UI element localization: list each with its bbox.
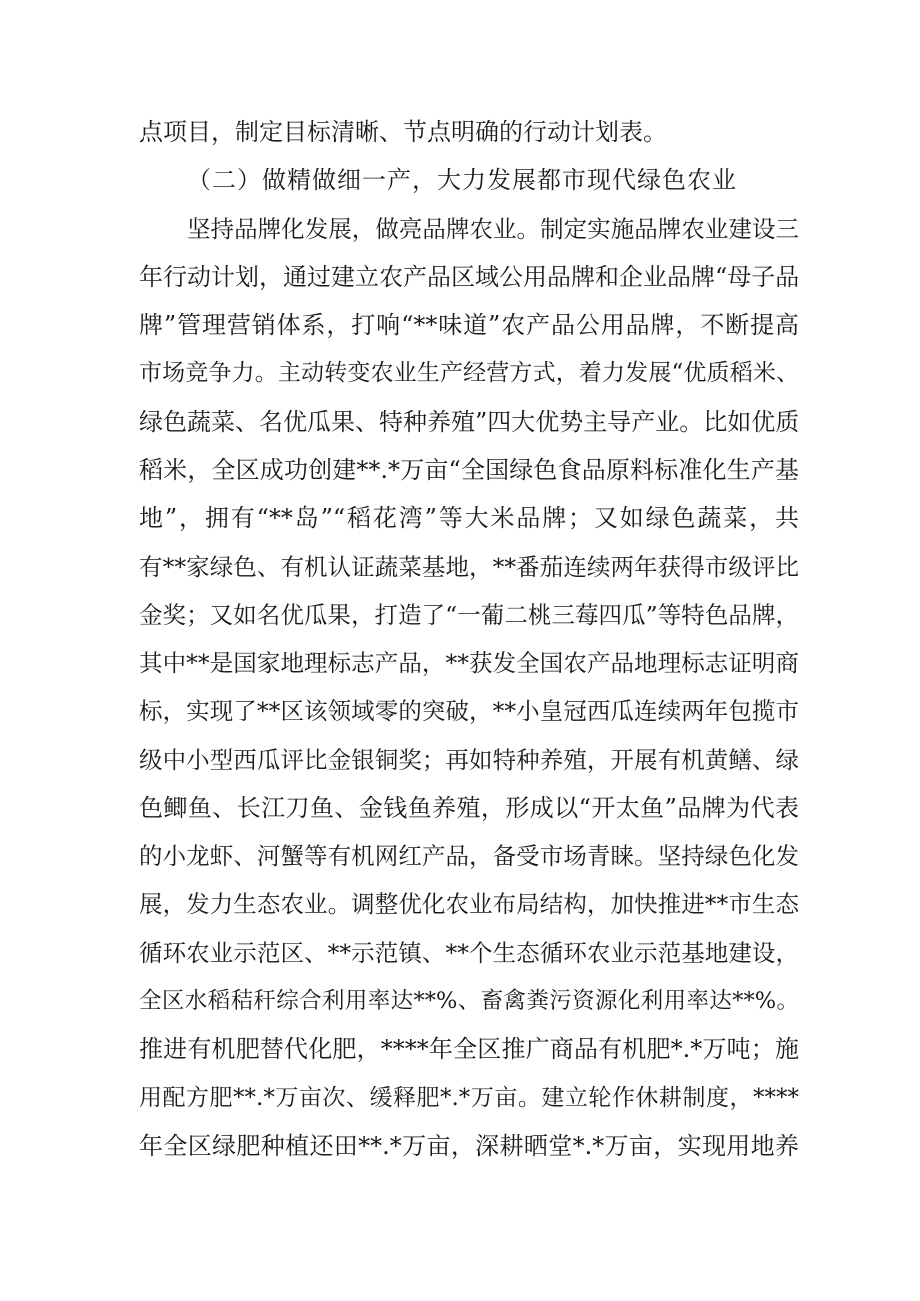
section-heading: （二）做精做细一产，大力发展都市现代绿色农业 — [187, 166, 737, 194]
paragraph-line: 推进有机肥替代化肥，****年全区推广商品有机肥*.*万吨；施 — [139, 1035, 799, 1063]
paragraph-line: 点项目，制定目标清晰、节点明确的行动计划表。 — [139, 118, 667, 146]
paragraph-line: 级中小型西瓜评比金银铜奖；再如特种养殖，开展有机黄鳝、绿 — [139, 746, 799, 774]
paragraph-line: 市场竞争力。主动转变农业生产经营方式，着力发展“优质稻米、 — [139, 360, 799, 386]
paragraph-line: 金奖；又如名优瓜果，打造了“一葡二桃三莓四瓜”等特色品牌， — [139, 601, 799, 629]
paragraph-line: 标，实现了**区该领域零的突破，**小皇冠西瓜连续两年包揽市 — [139, 697, 799, 725]
paragraph-line: 用配方肥**.*万亩次、缓释肥*.*万亩。建立轮作休耕制度，**** — [139, 1085, 799, 1111]
paragraph-line: 地”，拥有“**岛”“稻花湾”等大米品牌；又如绿色蔬菜，共 — [139, 504, 799, 532]
paragraph-line: 牌”管理营销体系，打响“**味道”农产品公用品牌，不断提高 — [139, 311, 799, 339]
paragraph-line: 色鲫鱼、长江刀鱼、金钱鱼养殖，形成以“开太鱼”品牌为代表 — [139, 794, 799, 822]
paragraph-line: 展，发力生态农业。调整优化农业布局结构，加快推进**市生态 — [139, 890, 799, 918]
paragraph-line: 绿色蔬菜、名优瓜果、特种养殖”四大优势主导产业。比如优质 — [139, 408, 800, 436]
paragraph-line: 的小龙虾、河蟹等有机网红产品，备受市场青睐。坚持绿色化发 — [139, 842, 799, 870]
paragraph-line: 年全区绿肥种植还田**.*万亩，深耕晒堂*.*万亩，实现用地养 — [139, 1132, 799, 1160]
paragraph-line: 年行动计划，通过建立农产品区域公用品牌和企业品牌“母子品 — [139, 263, 800, 291]
paragraph-line: 坚持品牌化发展，做亮品牌农业。制定实施品牌农业建设三 — [187, 215, 799, 243]
paragraph-line: 全区水稻秸秆综合利用率达**%、畜禽粪污资源化利用率达**%。 — [139, 988, 799, 1014]
paragraph-line: 其中**是国家地理标志产品，**获发全国农产品地理标志证明商 — [139, 649, 799, 677]
paragraph-line: 循环农业示范区、**示范镇、**个生态循环农业示范基地建设， — [139, 939, 799, 967]
paragraph-line: 稻米，全区成功创建**.*万亩“全国绿色食品原料标准化生产基 — [139, 456, 799, 484]
paragraph-line: 有**家绿色、有机认证蔬菜基地，**番茄连续两年获得市级评比 — [139, 553, 799, 581]
